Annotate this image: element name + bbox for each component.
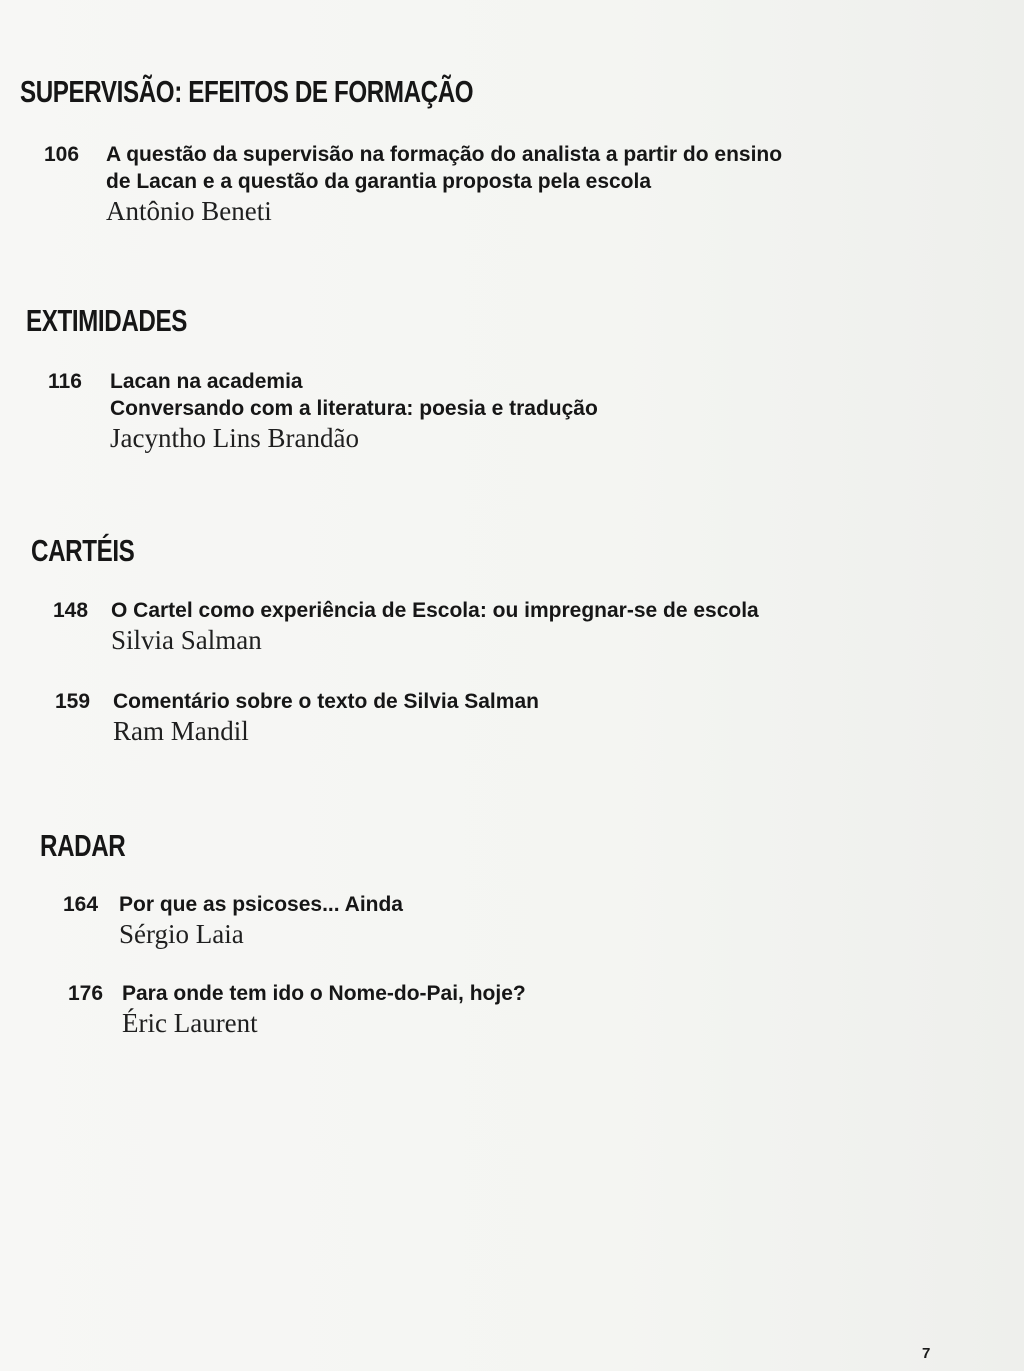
entry-author: Jacyntho Lins Brandão bbox=[110, 423, 359, 453]
entry-body bbox=[110, 368, 598, 454]
entry-page-number: 159 bbox=[55, 690, 91, 713]
section-title-extimidades: EXTIMIDADES bbox=[26, 303, 187, 338]
entry-title-line: Conversando com a literatura: poesia e tradução bbox=[110, 397, 598, 420]
entry-title-line: de Lacan e a questão da garantia proposta pela escola bbox=[106, 170, 652, 193]
entry-title-line: Para onde tem ido o Nome-do-Pai, hoje? bbox=[122, 982, 526, 1005]
entry-title-line: Lacan na academia bbox=[110, 370, 303, 393]
entry-page-number: 148 bbox=[53, 599, 89, 622]
entry-page-number: 106 bbox=[44, 143, 80, 166]
entry-title-line: A questão da supervisão na formação do analista a partir do ensino bbox=[106, 143, 783, 166]
entry-body bbox=[106, 141, 782, 227]
entry-title-line: Comentário sobre o texto de Silvia Salman bbox=[113, 690, 539, 713]
section-title-carteis: CARTÉIS bbox=[31, 533, 135, 568]
page-number: 7 bbox=[922, 1345, 931, 1362]
entry-page-number: 164 bbox=[63, 893, 99, 916]
toc-entry bbox=[53, 597, 759, 656]
section-title-supervisao: SUPERVISÃO: EFEITOS DE FORMAÇÃO bbox=[20, 74, 474, 109]
entry-author: Sérgio Laia bbox=[119, 919, 244, 949]
toc-entry bbox=[68, 980, 526, 1039]
toc-entry bbox=[44, 141, 782, 227]
entry-author: Ram Mandil bbox=[113, 716, 249, 746]
entry-author: Antônio Beneti bbox=[106, 196, 272, 226]
section-title-radar: RADAR bbox=[40, 828, 126, 863]
entry-author: Silvia Salman bbox=[111, 625, 262, 655]
entry-page-number: 176 bbox=[68, 982, 104, 1005]
entry-author: Éric Laurent bbox=[122, 1008, 258, 1038]
entry-title-line: O Cartel como experiência de Escola: ou impregnar-se de escola bbox=[111, 599, 759, 622]
entry-body bbox=[119, 891, 403, 950]
entry-title-line: Por que as psicoses... Ainda bbox=[119, 893, 403, 916]
entry-page-number: 116 bbox=[48, 370, 82, 393]
toc-entry bbox=[48, 368, 598, 454]
entry-body bbox=[113, 688, 539, 747]
toc-entry bbox=[55, 688, 539, 747]
toc-entry bbox=[63, 891, 403, 950]
entry-body bbox=[122, 980, 526, 1039]
entry-body bbox=[111, 597, 759, 656]
